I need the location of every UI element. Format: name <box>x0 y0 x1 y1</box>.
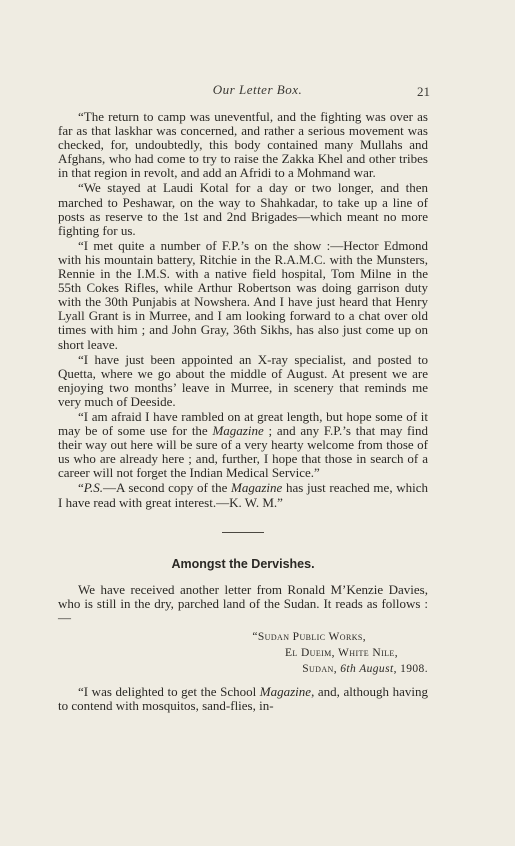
address-line-1: “Sudan Public Works, <box>252 631 366 643</box>
paragraph-rambled <box>58 410 428 480</box>
magazine-title: Magazine <box>212 423 264 439</box>
page-header <box>0 82 515 102</box>
letter-address <box>58 629 428 677</box>
paragraph-xray-specialist: “I have just been appointed an X-ray specialist, and posted to Quetta, where we go about the middle of August. At present we are enjoying two months’ leave in Murree, in scenery that reminds me very much of Deeside. <box>58 351 428 409</box>
body-text <box>58 110 428 713</box>
address-line-3 <box>58 661 428 677</box>
postscript-part1: —A second copy of the <box>103 480 232 496</box>
running-title: Our Letter Box. <box>212 82 303 97</box>
paragraph-return-to-camp: “The return to camp was uneventful, and the fighting was over as far as that laskhar was concerned, and rather a serious movement was checked, for, undoubtedly, this body contained many Mullahs and Afghans, who had come to try to raise the Zakka Khel and other tribes in that region in revolt, and add an Afridi to a Mohmand war. <box>58 109 428 181</box>
section-heading: Amongst the Dervishes. <box>171 556 315 571</box>
letter-start-part1: “I was delighted to get the School <box>78 684 260 699</box>
magazine-title: Magazine <box>231 480 283 496</box>
paragraph-section-intro: We have received another letter from Ronald M’Kenzie Davies, who is still in the dry, parched land of the Sudan. It reads as follows :— <box>58 581 428 625</box>
address-year: , 1908. <box>393 663 428 675</box>
postscript-quote: “ <box>78 480 84 496</box>
address-line-2: El Dueim, White Nile, <box>284 647 398 659</box>
address-country: Sudan, <box>302 663 341 675</box>
paragraph-fp-met: “I met quite a number of F.P.’s on the show :—Hector Edmond with his mountain battery, Ritchie in the R.A.M.C. with the Munsters, Rennie in the I.M.S. with a native field hospital, Tom Milne in the 55th Cokes Rifles, while Arthur Robertson was doing garrison duty with the 30th Punjabis at Nowshera. And I have just heard that Henry Lyall Grant is in Murree, and I am looking forward to a chat over old times with him ; and John Gray, 36th Sikhs, has also just come up on short leave. <box>58 237 428 352</box>
paragraph-letter-start <box>58 685 428 713</box>
letter-start-part2: , and, although having to contend with mosquitos, sand-flies, in- <box>58 684 428 714</box>
paragraph-rambled-part2: ; and any F.P.’s that may find their way out here will be sure of a very hearty welcome from those of us who are already here ; and, further, I hope that those in search of a career will not forget the Indian Medical Service.” <box>58 423 429 481</box>
postscript-label: P.S. <box>83 480 104 496</box>
address-date: 6th August <box>340 663 394 675</box>
section-divider <box>222 532 264 533</box>
page-number: 21 <box>417 84 430 99</box>
paragraph-postscript <box>58 481 428 509</box>
paragraph-rambled-part1: “I am afraid I have rambled on at great length, but hope some of it may be of some use for the <box>58 408 428 439</box>
magazine-title: Magazine <box>259 684 312 699</box>
postscript-part2: has just reached me, which I have read with great interest.—K. W. M.” <box>58 480 428 510</box>
paragraph-laudi-kotal: “We stayed at Laudi Kotal for a day or two longer, and then marched to Peshawar, on the way to Shahkadar, to take up a line of posts as reserve to the 1st and 2nd Brigades—which meant no more fighting for us. <box>58 180 428 238</box>
